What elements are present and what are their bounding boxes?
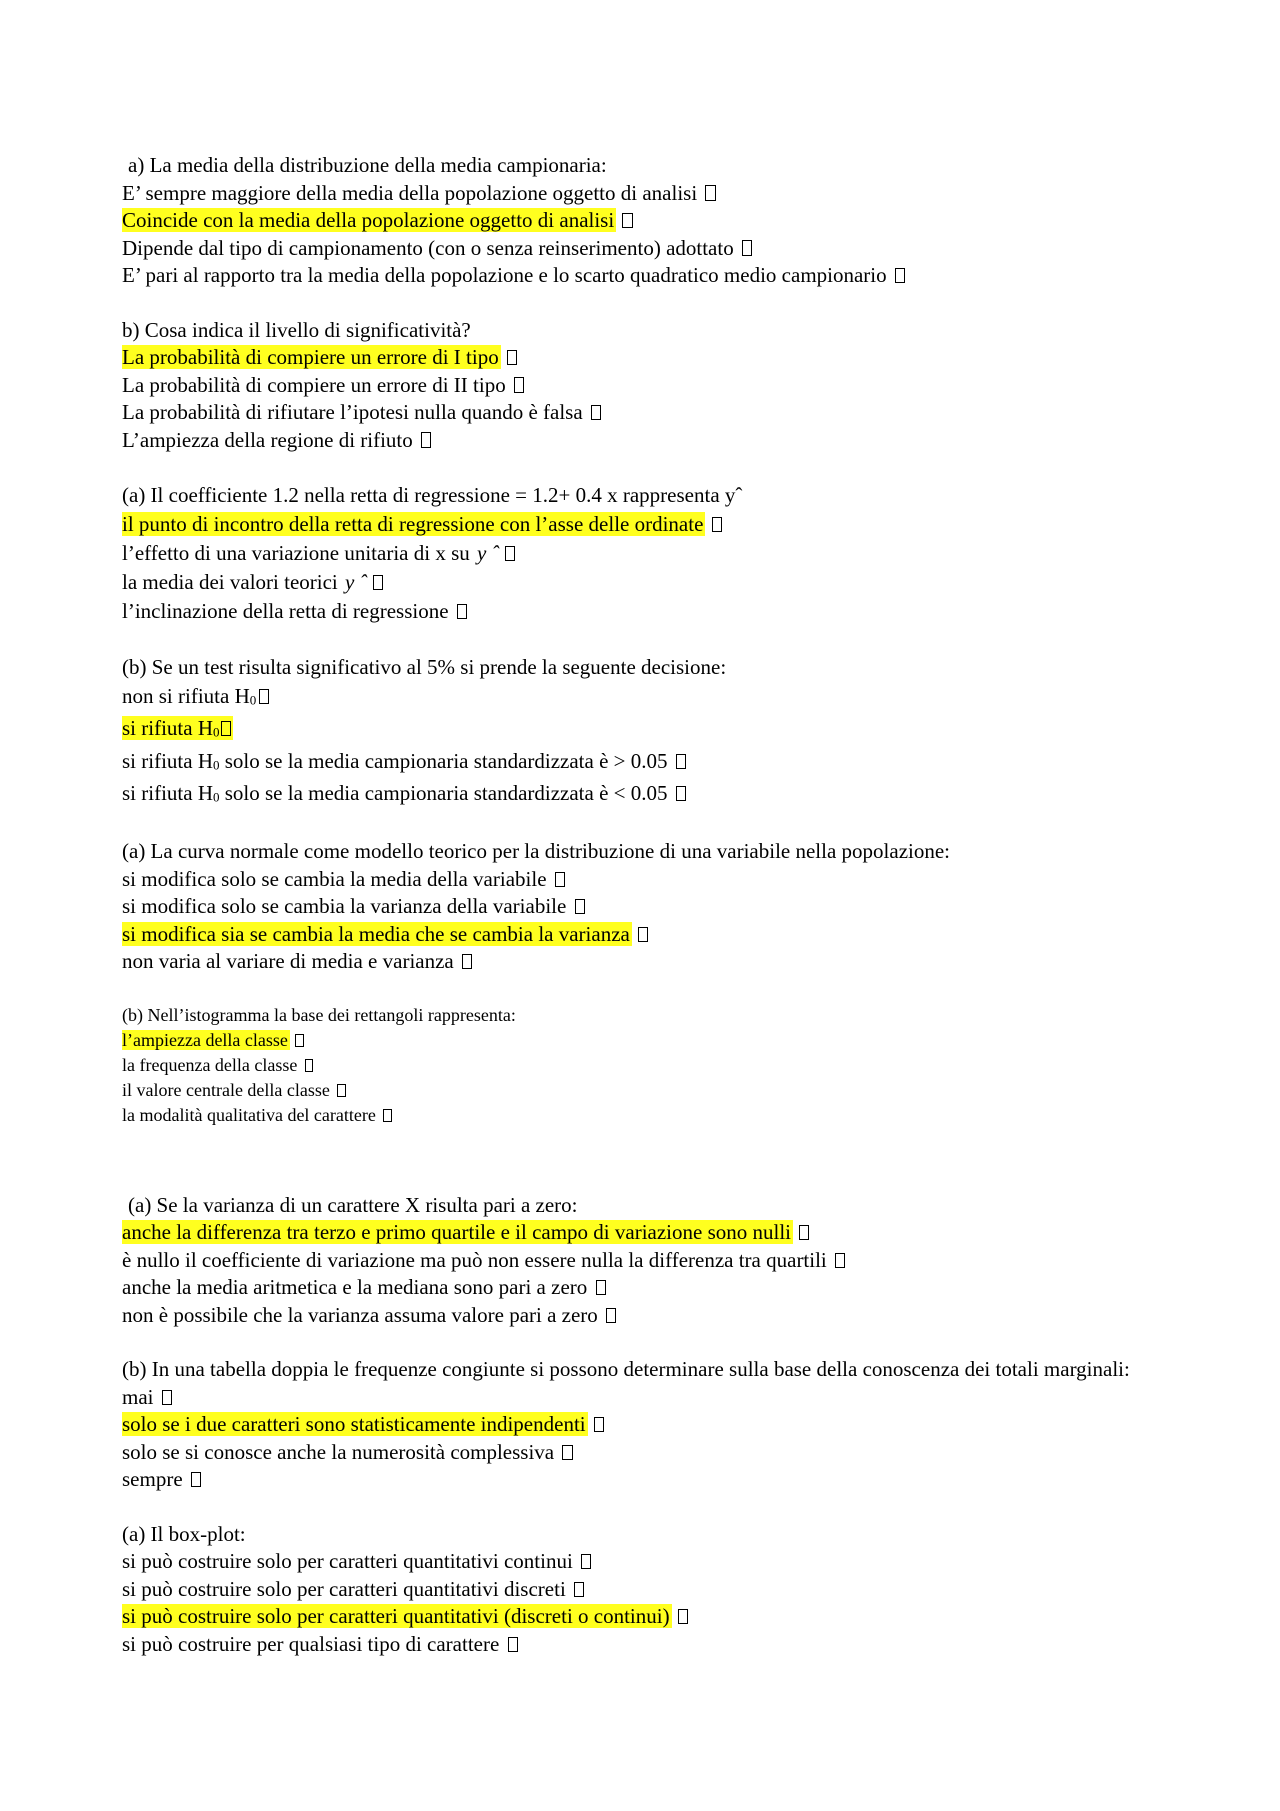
checkbox-icon[interactable]	[421, 432, 431, 447]
option-correct: anche la differenza tra terzo e primo quartile e il campo di variazione sono nulli	[122, 1219, 1222, 1247]
checkbox-icon[interactable]	[581, 1554, 591, 1569]
checkbox-icon[interactable]	[505, 546, 515, 561]
checkbox-icon[interactable]	[457, 604, 467, 619]
question-3	[122, 481, 1222, 626]
option: si modifica solo se cambia la varianza della variabile	[122, 893, 1222, 921]
question-1	[122, 152, 1222, 290]
option: E’ sempre maggiore della media della popolazione oggetto di analisi	[122, 180, 1222, 208]
checkbox-icon[interactable]	[462, 954, 472, 969]
option: sempre	[122, 1466, 1222, 1494]
checkbox-icon[interactable]	[562, 1445, 572, 1460]
checkbox-icon[interactable]	[712, 517, 722, 532]
checkbox-icon[interactable]	[591, 405, 601, 420]
subscript-zero: 0	[249, 692, 257, 708]
option: si può costruire per qualsiasi tipo di carattere	[122, 1631, 1222, 1659]
checkbox-icon[interactable]	[895, 268, 905, 283]
checkbox-icon[interactable]	[259, 689, 269, 704]
checkbox-icon[interactable]	[622, 213, 632, 228]
checkbox-icon[interactable]	[555, 872, 565, 887]
option-correct: si modifica sia se cambia la media che se cambia la varianza	[122, 921, 1222, 949]
y-hat-symbol: y ˆ	[477, 541, 499, 565]
option: si può costruire solo per caratteri quantitativi discreti	[122, 1576, 1222, 1604]
checkbox-icon[interactable]	[835, 1253, 845, 1268]
question-title: (b) In una tabella doppia le frequenze congiunte si possono determinare sulla base della conoscenza dei totali marginali:	[122, 1357, 1130, 1382]
option: si rifiuta H0 solo se la media campionaria standardizzata è > 0.05	[122, 747, 1222, 779]
option: si modifica solo se cambia la media della variabile	[122, 866, 1222, 894]
option: La probabilità di compiere un errore di II tipo	[122, 372, 1222, 400]
quiz-document	[122, 152, 1222, 1658]
option-correct: solo se i due caratteri sono statisticamente indipendenti	[122, 1411, 1222, 1439]
option-correct: si rifiuta H0	[122, 714, 1222, 746]
y-hat-symbol: y ˆ	[345, 570, 367, 594]
option: solo se si conosce anche la numerosità complessiva	[122, 1439, 1222, 1467]
option: è nullo il coefficiente di variazione ma può non essere nulla la differenza tra quartili	[122, 1247, 1222, 1275]
option: anche la media aritmetica e la mediana sono pari a zero	[122, 1274, 1222, 1302]
option: l’inclinazione della retta di regressione	[122, 597, 1222, 626]
question-7	[122, 1192, 1222, 1330]
checkbox-icon[interactable]	[676, 754, 686, 769]
option: non varia al variare di media e varianza	[122, 948, 1222, 976]
question-title: a) La media della distribuzione della media campionaria:	[128, 153, 607, 177]
option: la frequenza della classe	[122, 1053, 1222, 1078]
checkbox-icon[interactable]	[507, 350, 517, 365]
question-title: (a) Il coefficiente 1.2 nella retta di regressione = 1.2+ 0.4 x rappresenta yˆ	[122, 483, 743, 507]
question-title: (b) Se un test risulta significativo al 5% si prende la seguente decisione:	[122, 655, 727, 679]
checkbox-icon[interactable]	[638, 927, 648, 942]
question-title: (b) Nell’istogramma la base dei rettangoli rappresenta:	[122, 1004, 516, 1025]
question-6	[122, 1003, 1222, 1128]
question-9	[122, 1521, 1222, 1659]
question-2	[122, 317, 1222, 455]
checkbox-icon[interactable]	[221, 721, 231, 736]
checkbox-icon[interactable]	[508, 1637, 518, 1652]
checkbox-icon[interactable]	[742, 240, 752, 255]
checkbox-icon[interactable]	[799, 1225, 809, 1240]
option: si può costruire solo per caratteri quantitativi continui	[122, 1548, 1222, 1576]
checkbox-icon[interactable]	[337, 1084, 346, 1097]
question-title: b) Cosa indica il livello di significatività?	[122, 317, 471, 342]
option-correct: l’ampiezza della classe	[122, 1028, 1222, 1053]
option-correct: il punto di incontro della retta di regressione con l’asse delle ordinate	[122, 510, 1222, 539]
checkbox-icon[interactable]	[383, 1109, 392, 1122]
checkbox-icon[interactable]	[373, 575, 383, 590]
checkbox-icon[interactable]	[594, 1417, 604, 1432]
checkbox-icon[interactable]	[162, 1390, 172, 1405]
checkbox-icon[interactable]	[191, 1472, 201, 1487]
option: la modalità qualitativa del carattere	[122, 1103, 1222, 1128]
checkbox-icon[interactable]	[606, 1308, 616, 1323]
option: Dipende dal tipo di campionamento (con o senza reinserimento) adottato	[122, 235, 1222, 263]
question-title: (a) La curva normale come modello teorico per la distribuzione di una variabile nella popolazione:	[122, 839, 951, 864]
checkbox-icon[interactable]	[305, 1059, 314, 1072]
checkbox-icon[interactable]	[574, 1582, 584, 1597]
question-title: (a) Se la varianza di un carattere X risulta pari a zero:	[128, 1192, 578, 1217]
question-title: (a) Il box-plot:	[122, 1521, 246, 1546]
option: non si rifiuta H0	[122, 682, 1222, 714]
option-correct: Coincide con la media della popolazione oggetto di analisi	[122, 207, 1222, 235]
subscript-zero: 0	[212, 724, 220, 740]
checkbox-icon[interactable]	[596, 1280, 606, 1295]
option: mai	[122, 1384, 1222, 1412]
option: la media dei valori teorici y ˆ	[122, 568, 1222, 597]
option: si rifiuta H0 solo se la media campionaria standardizzata è < 0.05	[122, 779, 1222, 811]
option: il valore centrale della classe	[122, 1078, 1222, 1103]
subscript-zero: 0	[212, 756, 220, 772]
question-4	[122, 653, 1222, 811]
option: La probabilità di rifiutare l’ipotesi nulla quando è falsa	[122, 399, 1222, 427]
checkbox-icon[interactable]	[575, 899, 585, 914]
option: l’effetto di una variazione unitaria di x su y ˆ	[122, 539, 1222, 568]
option-correct: La probabilità di compiere un errore di I tipo	[122, 344, 1222, 372]
checkbox-icon[interactable]	[678, 1609, 688, 1624]
option-correct: si può costruire solo per caratteri quantitativi (discreti o continui)	[122, 1603, 1222, 1631]
checkbox-icon[interactable]	[514, 377, 524, 392]
question-8	[122, 1356, 1222, 1494]
subscript-zero: 0	[212, 789, 220, 805]
option: L’ampiezza della regione di rifiuto	[122, 427, 1222, 455]
option: E’ pari al rapporto tra la media della popolazione e lo scarto quadratico medio campionario	[122, 262, 1222, 290]
checkbox-icon[interactable]	[295, 1034, 304, 1047]
checkbox-icon[interactable]	[676, 786, 686, 801]
question-5	[122, 838, 1222, 976]
checkbox-icon[interactable]	[705, 185, 715, 200]
option: non è possibile che la varianza assuma valore pari a zero	[122, 1302, 1222, 1330]
